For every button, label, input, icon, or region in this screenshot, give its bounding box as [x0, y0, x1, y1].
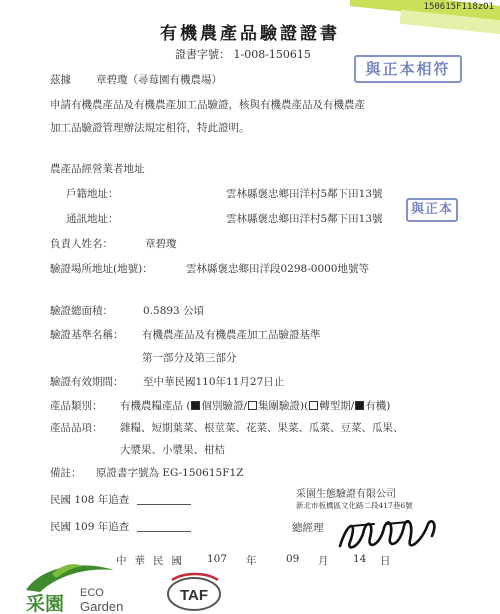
- taf-logo: [164, 572, 224, 612]
- issuer-address: 新北市板橋區文化路二段417巷6號: [296, 501, 413, 510]
- remark-label: 備註：: [50, 467, 82, 479]
- responsible-person-label: 負責人姓名：: [50, 238, 113, 250]
- recheck-109-blank: [137, 531, 191, 532]
- certificate-number: 證書字號： 1-008-150615: [175, 48, 311, 61]
- according-label: 茲據: [50, 74, 71, 86]
- standard-label: 驗證基準名稱：: [50, 329, 124, 341]
- certificate-title: 有機農產品驗證證書: [160, 24, 340, 44]
- responsible-person-value: 章碧瓊: [145, 238, 177, 250]
- items-value-2: 大漿果、小漿果、柑桔: [120, 444, 225, 456]
- validity-label: 驗證有效期間：: [50, 376, 124, 388]
- site-address-label: 驗證場所地址(地號)：: [50, 263, 153, 275]
- group-label: 集團驗證: [258, 400, 300, 412]
- site-address-value: 雲林縣褒忠鄉田洋段0298-0000地號等: [186, 263, 369, 275]
- individual-label: 個別驗證: [201, 400, 244, 412]
- logo-garden: Garden: [80, 599, 124, 614]
- operator-address-heading: 農產品經營業者地址: [50, 163, 145, 175]
- category-main: 有機農糧產品: [120, 400, 183, 412]
- household-address-value: 雲林縣褒忠鄉田洋村5鄰下田13號: [226, 188, 383, 200]
- household-address-label: 戶籍地址：: [66, 188, 119, 200]
- group-checkbox: [248, 401, 257, 410]
- serial-code: 150615F118zO1: [423, 2, 494, 12]
- logo-eco: ECO: [80, 587, 104, 599]
- manager-signature: [334, 512, 444, 558]
- mailing-address-label: 通訊地址：: [66, 213, 119, 225]
- total-area-label: 驗證總面積：: [50, 305, 113, 317]
- according-value: 章碧瓊（尋莓園有機農場）: [96, 74, 222, 86]
- mailing-address-value: 雲林縣褒忠鄉田洋村5鄰下田13號: [226, 213, 383, 225]
- eco-garden-logo: [22, 560, 142, 614]
- transition-checkbox: [309, 401, 318, 410]
- issuer-name: 采園生態驗證有限公司: [296, 489, 396, 500]
- standard-value-1: 有機農產品及有機農產加工品驗證基準: [142, 329, 321, 341]
- validity-value: 至中華民國110年11月27日止: [143, 376, 285, 388]
- items-label: 產品品項：: [50, 422, 103, 434]
- organic-label: 有機: [365, 400, 387, 412]
- transition-label: 轉型期: [319, 400, 351, 412]
- statement-line-1: 申請有機農產品及有機農產加工品驗證，核與有機農產品及有機農產: [50, 99, 365, 111]
- category-label: 產品類別：: [50, 400, 103, 412]
- date-year: 107: [207, 553, 228, 565]
- individual-checkbox: [191, 401, 200, 410]
- total-area-value: 0.5893 公頃: [143, 305, 205, 317]
- recheck-109: 民國 109 年追查: [50, 519, 191, 534]
- logo-brand: 采園: [26, 593, 65, 614]
- taf-text: TAF: [179, 587, 209, 604]
- issuer-manager: 總經理: [292, 522, 324, 534]
- organic-checkbox: [355, 401, 364, 410]
- date-year-unit: 年: [246, 555, 257, 567]
- items-value-1: 雜糧、短期葉菜、根莖菜、花菜、果菜、瓜菜、豆菜、瓜果、: [120, 422, 404, 434]
- statement-line-2: 加工品驗證管理辦法規定相符，特此證明。: [50, 122, 250, 134]
- date-month: 09: [286, 553, 300, 565]
- copy-stamp-small: 與正本: [406, 198, 458, 222]
- category-options: 有機農糧產品 ( 個別驗證/ 集團驗證)( 轉型期/ 有機): [120, 400, 391, 412]
- recheck-108: 民國 108 年追查: [50, 492, 191, 507]
- standard-value-2: 第一部分及第三部分: [142, 352, 237, 364]
- recheck-108-blank: [137, 504, 191, 505]
- date-day-unit: 日: [380, 555, 391, 567]
- date-era: 中華民國: [116, 555, 190, 567]
- date-day: 14: [353, 553, 367, 565]
- copy-stamp: 與正本相符: [354, 55, 462, 83]
- date-month-unit: 月: [318, 555, 329, 567]
- remark-value: 原證書字號為 EG-150615F1Z: [96, 467, 244, 479]
